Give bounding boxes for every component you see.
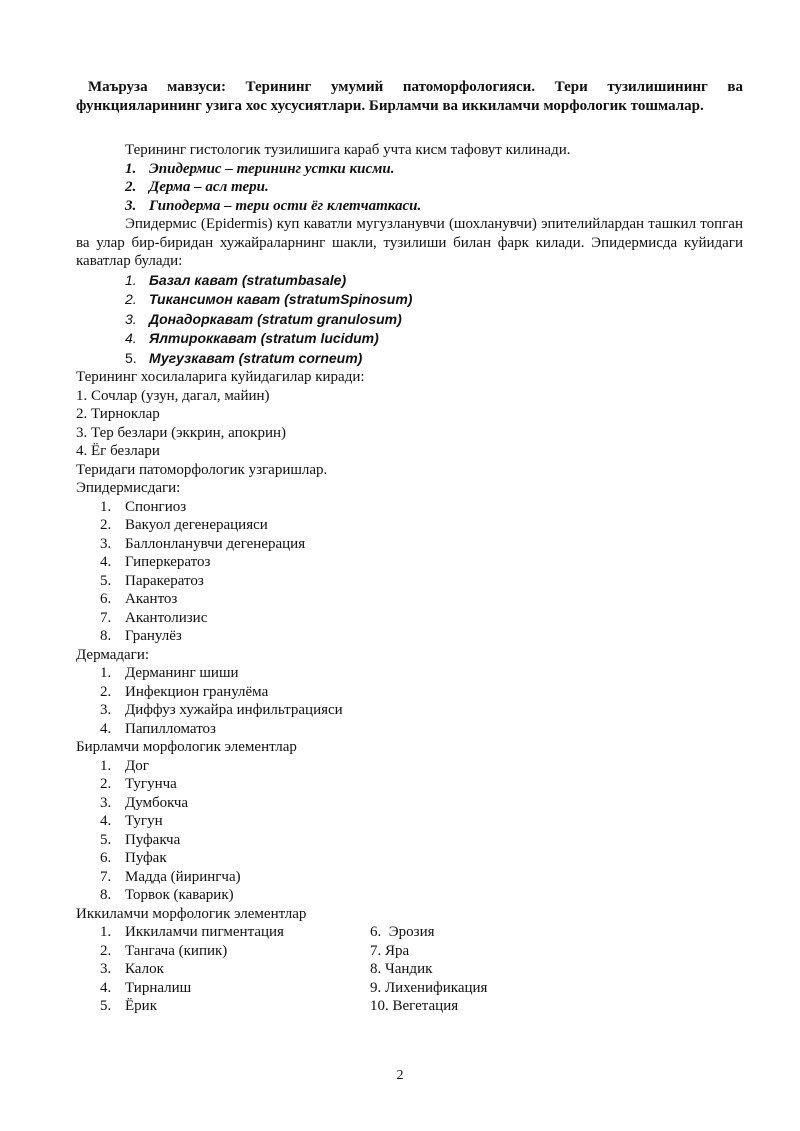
- parts-list: [76, 160, 743, 216]
- list-item: 5. Паракератоз: [100, 572, 204, 589]
- list-item: 2. Вакуол дегенерацияси: [100, 517, 268, 533]
- page-number: 2: [396, 1068, 404, 1083]
- list-item: 8. Гранулёз: [100, 628, 182, 644]
- list-item: 3. Тер безлари (эккрин, апокрин): [76, 424, 287, 441]
- primary-list: [76, 757, 743, 905]
- dermal-list: [76, 664, 743, 738]
- primary-heading: Бирламчи морфологик элементлар: [76, 739, 297, 755]
- list-item: 1. Эпидермис – терининг устки кисми.: [125, 160, 395, 177]
- list-item: 2. Тирноклар: [76, 406, 160, 422]
- secondary-list-left: [76, 923, 370, 1016]
- list-item: 4. Тугун: [100, 813, 163, 829]
- derivatives-heading: Терининг хосилаларига куйидагилар киради:: [76, 369, 365, 385]
- list-item: 2. Дерма – асл тери.: [125, 179, 269, 195]
- list-item: 1. Спонгиоз: [100, 498, 187, 515]
- list-item: 2. Тикансимон кават (stratumSpinosum): [125, 291, 413, 307]
- epidermal-heading: Эпидермисдаги:: [76, 480, 181, 496]
- list-item: 1. Сочлар (узун, дагал, майин): [76, 387, 270, 404]
- list-item: 7. Яра: [370, 942, 410, 959]
- list-item: 7. Акантолизис: [100, 609, 208, 626]
- list-item: 4. Ёг безлари: [76, 443, 160, 459]
- list-item: 2. Тангача (кипик): [100, 942, 228, 959]
- lecture-title: Маъруза мавзуси: Терининг умумий патоморфологияси. Тери тузилишининг ва функцияларининг узига хос хусусиятлари. Бирламчи ва иккиламчи морфологик тошмалар.: [76, 79, 743, 114]
- secondary-lists: [76, 923, 743, 1016]
- secondary-heading: Иккиламчи морфологик элементлар: [76, 905, 307, 922]
- document-page: [76, 78, 743, 1016]
- list-item: 6. Акантоз: [100, 591, 178, 607]
- patho-heading: Теридаги патоморфологик узгаришлар.: [76, 461, 328, 478]
- list-item: 6. Пуфак: [100, 850, 167, 866]
- secondary-list-right: [370, 923, 670, 1016]
- list-item: 1. Базал кават (stratumbasale): [125, 271, 347, 288]
- list-item: 1. Иккиламчи пигментация: [100, 924, 284, 940]
- list-item: 3. Диффуз хужайра инфильтрацияси: [100, 702, 343, 718]
- list-item: 2. Тугунча: [100, 776, 177, 792]
- list-item: 3. Донадоркават (stratum granulosum): [125, 310, 402, 327]
- list-item: 7. Мадда (йирингча): [100, 868, 241, 885]
- list-item: 5. Ёрик: [100, 998, 157, 1014]
- list-item: 1. Дог: [100, 757, 149, 774]
- intro-text: Терининг гистологик тузилишига караб учта кисм тафовут килинади.: [125, 142, 571, 158]
- list-item: 1. Дерманинг шиши: [100, 665, 239, 681]
- list-item: 6. Эрозия: [370, 924, 435, 940]
- list-item: 3. Баллонланувчи дегенерация: [100, 535, 306, 552]
- list-item: 3. Калок: [100, 961, 164, 977]
- list-item: 8. Торвок (каварик): [100, 887, 234, 903]
- list-item: 5. Мугузкават (stratum corneum): [125, 349, 363, 366]
- epidermis-paragraph: Эпидермис (Epidermis) куп каватли мугузланувчи (шохланувчи) эпителийлардан ташкил топган ва улар бир-биридан хужайраларнинг шакли, тузилиши билан фарк килади. Эпидермисда куйидаги каватлар булади:: [76, 216, 743, 269]
- list-item: 4. Папилломатоз: [100, 720, 216, 737]
- list-item: 4. Ялтироккават (stratum lucidum): [125, 330, 379, 346]
- list-item: 8. Чандик: [370, 961, 433, 977]
- list-item: 3. Думбокча: [100, 794, 189, 811]
- epidermal-list: [76, 498, 743, 646]
- list-item: 4. Тирналиш: [100, 979, 192, 996]
- list-item: 4. Гиперкератоз: [100, 554, 211, 570]
- list-item: 5. Пуфакча: [100, 831, 181, 848]
- dermal-heading: Дермадаги:: [76, 646, 150, 663]
- list-item: 9. Лихенификация: [370, 979, 488, 996]
- list-item: 2. Инфекцион гранулёма: [100, 683, 269, 700]
- list-item: 10. Вегетация: [370, 998, 459, 1014]
- list-item: 3. Гиподерма – тери ости ёг клетчаткаси.: [125, 197, 422, 214]
- layers-list: [76, 271, 743, 369]
